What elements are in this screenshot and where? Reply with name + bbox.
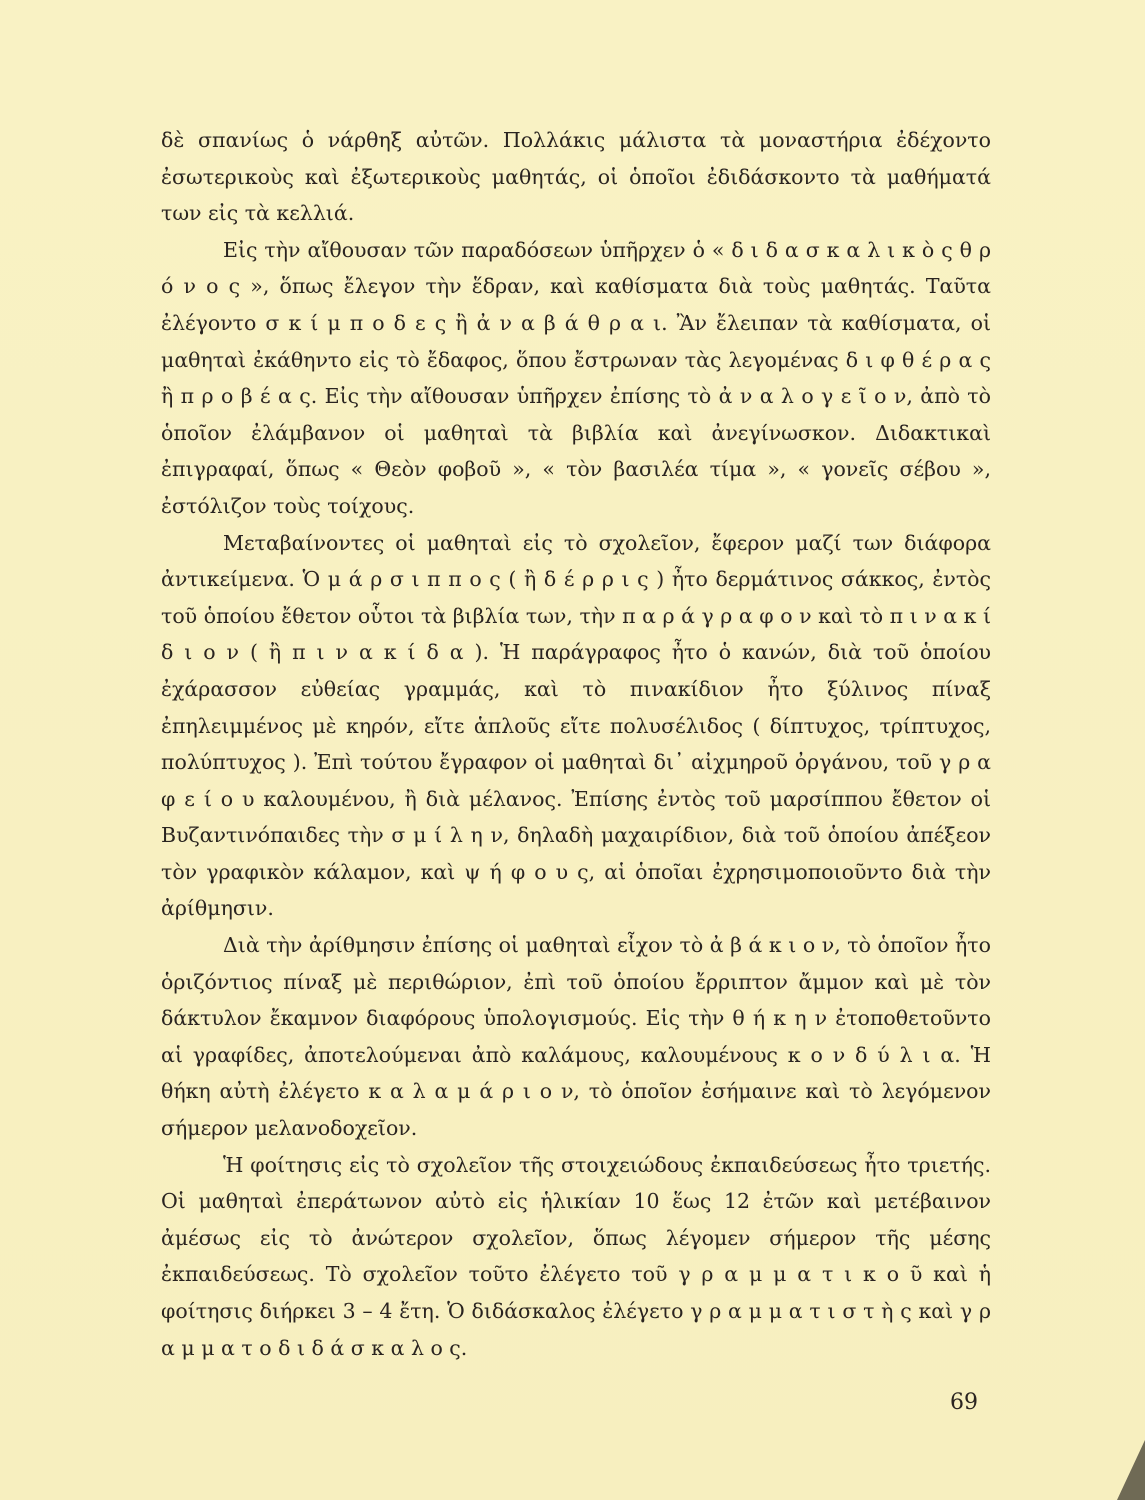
paragraph-3: Μεταβαίνοντες οἱ μαθηταὶ εἰς τὸ σχολεῖον, ἔφερον μαζί των διάφορα ἀντικείμενα. Ὁ μ ά ρ σ ι π π ο ς ( ἢ δ έ ρ ρ ι ς ) ἦτο δερμάτινος σάκκος, ἐντὸς τοῦ ὁποίου ἔθετον οὗτοι τὰ βιβλία των, τὴν π α ρ ά γ ρ α φ ο ν καὶ τὸ π ι ν α κ ί δ ι ο ν ( ἢ π ι ν α κ ί δ α ). Ἡ παράγραφος ἦτο ὁ κανών, διὰ τοῦ ὁποίου ἐχάρασσον εὐθείας γραμμάς, καὶ τὸ πινακίδιον ἦτο ξύλινος πίναξ ἐπηλειμμένος μὲ κηρόν, εἴτε ἁπλοῦς εἴτε πολυσέλιδος ( δίπτυχος, τρίπτυχος, πολύπτυχος ). Ἐπὶ τούτου ἔγραφον οἱ μαθηταὶ δι᾽ αἰχμηροῦ ὀργάνου, τοῦ γ ρ α φ ε ί ο υ καλουμένου, ἢ διὰ μέλανος. Ἐπίσης ἐντὸς τοῦ μαρσίππου ἔθετον οἱ Βυζαντινόπαιδες τὴν σ μ ί λ η ν, δηλαδὴ μαχαιρίδιον, διὰ τοῦ ὁποίου ἀπέξεον τὸν γραφικὸν κάλαμον, καὶ ψ ή φ ο υ ς, αἱ ὁποῖαι ἐχρησιμοποιοῦντο διὰ τὴν ἀρίθμησιν. [161,530,991,921]
paragraph-1: δὲ σπανίως ὁ νάρθηξ αὐτῶν. Πολλάκις μάλιστα τὰ μοναστήρια ἐδέχοντο ἐσωτερικοὺς καὶ ἐξωτερικοὺς μαθητάς, οἱ ὁποῖοι ἐδιδάσκοντο τὰ μαθήματά των εἰς τὰ κελλιά. [161,128,991,226]
page-number: 69 [950,1390,978,1415]
body-text [161,122,991,1366]
page-corner-shadow [1117,1440,1145,1500]
paragraph-2: Εἰς τὴν αἴθουσαν τῶν παραδόσεων ὑπῆρχεν ὁ « δ ι δ α σ κ α λ ι κ ὸ ς θ ρ ό ν ο ς », ὅπως ἔλεγον τὴν ἕδραν, καὶ καθίσματα διὰ τοὺς μαθητάς. Ταῦτα ἐλέγοντο σ κ ί μ π ο δ ε ς ἢ ἀ ν α β ά θ ρ α ι. Ἂν ἔλειπαν τὰ καθίσματα, οἱ μαθηταὶ ἐκάθηντο εἰς τὸ ἔδαφος, ὅπου ἔστρωναν τὰς λεγομένας δ ι φ θ έ ρ α ς ἢ π ρ ο β έ α ς. Εἰς τὴν αἴθουσαν ὑπῆρχεν ἐπίσης τὸ ἀ ν α λ ο γ ε ῖ ο ν, ἀπὸ τὸ ὁποῖον ἐλάμβανον οἱ μαθηταὶ τὰ βιβλία καὶ ἀνεγίνωσκον. Διδακτικαὶ ἐπιγραφαί, ὅπως « Θεὸν φοβοῦ », « τὸν βασιλέα τίμα », « γονεῖς σέβου », ἐστόλιζον τοὺς τοίχους. [161,237,991,518]
paragraph-5: Ἡ φοίτησις εἰς τὸ σχολεῖον τῆς στοιχειώδους ἐκπαιδεύσεως ἦτο τριετής. Οἱ μαθηταὶ ἐπεράτωνον αὐτὸ εἰς ἡλικίαν 10 ἕως 12 ἐτῶν καὶ μετέβαινον ἀμέσως εἰς τὸ ἀνώτερον σχολεῖον, ὅπως λέγομεν σήμερον τῆς μέσης ἐκπαιδεύσεως. Τὸ σχολεῖον τοῦτο ἐλέγετο τοῦ γ ρ α μ μ α τ ι κ ο ῦ καὶ ἡ φοίτησις διήρκει 3 – 4 ἔτη. Ὁ διδάσκαλος ἐλέγετο γ ρ α μ μ α τ ι σ τ ὴ ς καὶ γ ρ α μ μ α τ ο δ ι δ ά σ κ α λ ο ς. [161,1152,991,1360]
paragraph-4: Διὰ τὴν ἀρίθμησιν ἐπίσης οἱ μαθηταὶ εἶχον τὸ ἀ β ά κ ι ο ν, τὸ ὁποῖον ἦτο ὁριζόντιος πίναξ μὲ περιθώριον, ἐπὶ τοῦ ὁποίου ἔρριπτον ἄμμον καὶ μὲ τὸν δάκτυλον ἔκαμνον διαφόρους ὑπολογισμούς. Εἰς τὴν θ ή κ η ν ἐτοποθετοῦντο αἱ γραφίδες, ἀποτελούμεναι ἀπὸ καλάμους, καλουμένους κ ο ν δ ύ λ ι α. Ἡ θήκη αὐτὴ ἐλέγετο κ α λ α μ ά ρ ι ο ν, τὸ ὁποῖον ἐσήμαινε καὶ τὸ λεγόμενον σήμερον μελανοδοχεῖον. [161,933,991,1141]
